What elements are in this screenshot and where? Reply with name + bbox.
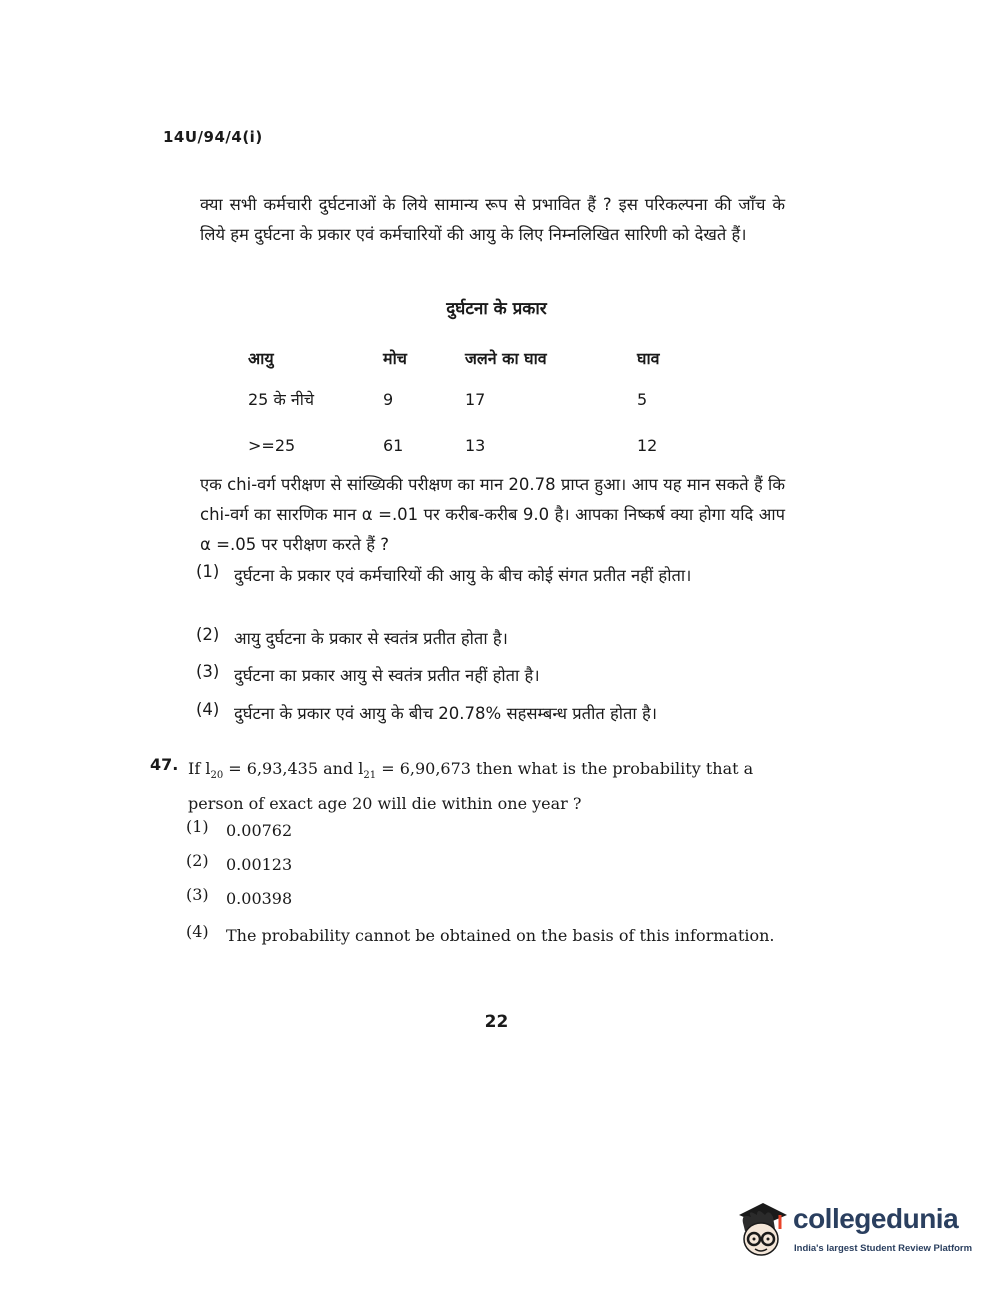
logo-name: collegedunia: [793, 1203, 959, 1234]
q47-subscript: 21: [363, 770, 377, 782]
option-text: दुर्घटना का प्रकार आयु से स्वतंत्र प्रतीत नहीं होता है।: [234, 666, 540, 685]
table-row: [248, 376, 697, 422]
q47-option-3: [186, 885, 776, 913]
mascot-icon: [735, 1193, 795, 1268]
option-number: (1): [186, 817, 209, 836]
table-cell: 25 के नीचे: [248, 390, 315, 409]
option-text: दुर्घटना के प्रकार एवं कर्मचारियों की आयु के बीच कोई संगत प्रतीत नहीं होता।: [234, 566, 692, 585]
q46-option-1: [196, 562, 781, 590]
question46-text: एक chi-वर्ग परीक्षण से सांख्यिकी परीक्षण का मान 20.78 प्राप्त हुआ। आप यह मान सकते हैं कि chi-वर्ग का सारणिक मान α =.01 पर करीब-करीब 9.0 है। आपका निष्कर्ष क्या होगा यदि आप α =.05 पर परीक्षण करते हैं ?: [200, 475, 785, 554]
table-header-cell: आयु: [248, 349, 274, 368]
question47: [150, 755, 775, 818]
table-cell: 17: [465, 389, 486, 409]
option-number: (3): [196, 662, 220, 681]
paper-code: 14U/94/4(i): [163, 128, 263, 146]
table-cell: 61: [383, 435, 404, 455]
table-title: दुर्घटना के प्रकार: [446, 299, 547, 319]
q47-text-part: = 6,90,673 then what is the probability that a person of exact age 20 will die within one year ?: [188, 759, 754, 814]
table-cell: 9: [383, 389, 394, 409]
option-number: (3): [186, 885, 209, 904]
table-cell: >=25: [248, 435, 296, 455]
table-header-cell: मोच: [383, 349, 407, 368]
q47-option-2: [186, 851, 776, 879]
option-number: (2): [196, 625, 220, 644]
q46-option-4: [196, 700, 781, 728]
q46-option-3: [196, 662, 781, 690]
table-header-row: [248, 340, 697, 376]
option-text: 0.00762: [226, 821, 293, 840]
option-text: आयु दुर्घटना के प्रकार से स्वतंत्र प्रतीत होता है।: [234, 629, 508, 648]
q47-option-1: [186, 817, 776, 845]
question-number: 47.: [150, 755, 179, 774]
option-number: (4): [196, 700, 220, 719]
logo-tagline: India's largest Student Review Platform: [794, 1243, 973, 1254]
q47-text-part: If l: [188, 759, 211, 778]
q47-text-part: = 6,93,435 and l: [223, 759, 364, 778]
option-text: The probability cannot be obtained on the basis of this information.: [226, 926, 775, 945]
option-text: दुर्घटना के प्रकार एवं आयु के बीच 20.78% सहसम्बन्ध प्रतीत होता है।: [234, 704, 657, 723]
option-text: 0.00123: [226, 855, 293, 874]
table-cell: 5: [637, 389, 648, 409]
option-number: (4): [186, 922, 209, 941]
accident-table: [248, 340, 697, 468]
table-header-cell: घाव: [637, 349, 660, 368]
option-number: (1): [196, 562, 220, 581]
question-text: [188, 755, 775, 818]
option-number: (2): [186, 851, 209, 870]
table-cell: 12: [637, 435, 658, 455]
q47-subscript: 20: [210, 770, 224, 782]
q47-option-4: [186, 922, 776, 950]
intro-paragraph: क्या सभी कर्मचारी दुर्घटनाओं के लिये सामान्य रूप से प्रभावित हैं ? इस परिकल्पना की जाँच के लिये हम दुर्घटना के प्रकार एवं कर्मचारियों की आयु के लिए निम्नलिखित सारिणी को देखते हैं।: [200, 195, 785, 244]
table-row: [248, 422, 697, 468]
option-text: 0.00398: [226, 889, 293, 908]
page-number: 22: [484, 1012, 509, 1032]
q46-option-2: [196, 625, 781, 653]
table-cell: 13: [465, 435, 486, 455]
table-header-cell: जलने का घाव: [465, 349, 547, 368]
